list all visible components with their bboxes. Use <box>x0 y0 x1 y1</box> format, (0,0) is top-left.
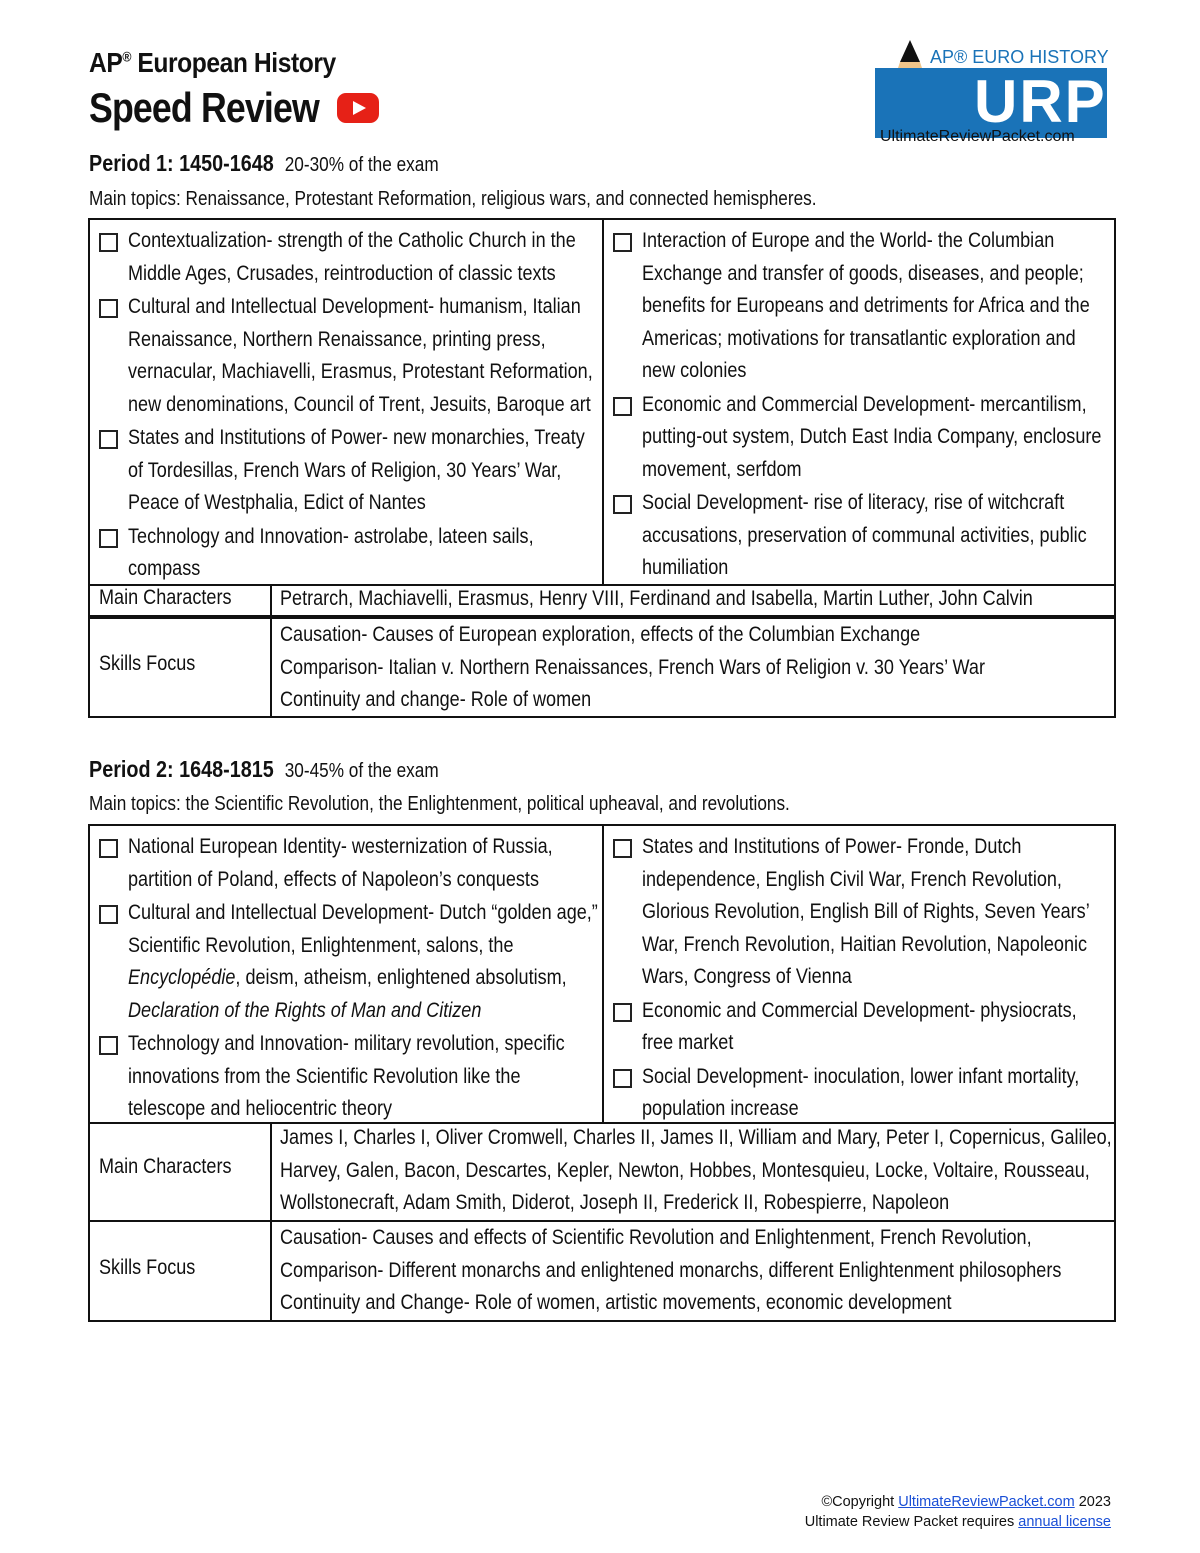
checklist-item-text: Americas; motivations for transatlantic exploration and <box>642 326 1076 350</box>
checklist-item <box>608 225 1114 388</box>
checklist-item-text: Wars, Congress of Vienna <box>642 965 852 988</box>
checkbox-icon[interactable] <box>99 839 118 858</box>
period-2-topics: Main topics: the Scientific Revolution, the Enlightenment, political upheaval, and revolutions. <box>89 793 790 815</box>
checklist-item <box>94 225 602 290</box>
row-text-line: Harvey, Galen, Bacon, Descartes, Kepler, Newton, Hobbes, Montesquieu, Locke, Voltaire, Rousseau, <box>280 1158 1090 1182</box>
checklist-item-text: compass <box>128 557 201 580</box>
checklist-item-text: Cultural and Intellectual Development- humanism, Italian <box>128 295 581 318</box>
checklist-item-text: population increase <box>642 1097 799 1120</box>
checklist-item-text: States and Institutions of Power- Fronde, Dutch <box>642 835 1022 858</box>
logo-letters: URP <box>974 68 1107 135</box>
checklist-item-text: National European Identity- westernization of Russia, <box>128 835 553 858</box>
checklist-item-text: putting-out system, Dutch East India Company, enclosure <box>642 425 1102 448</box>
checkbox-icon[interactable] <box>613 1069 632 1088</box>
period-1-skills-row <box>88 617 1116 718</box>
checklist-item-text: independence, English Civil War, French Revolution, <box>642 867 1062 891</box>
checkbox-icon[interactable] <box>99 1036 118 1055</box>
site-link[interactable]: UltimateReviewPacket.com <box>898 1494 1075 1510</box>
period-2-left-column <box>90 826 604 1122</box>
checklist-item <box>608 487 1114 585</box>
main-characters-label: Main Characters <box>99 1155 232 1178</box>
skills-focus-label: Skills Focus <box>99 652 196 675</box>
period-1-left-column <box>90 220 604 584</box>
logo-site: UltimateReviewPacket.com <box>880 128 1075 145</box>
checklist-item-text: Interaction of Europe and the World- the Columbian <box>642 229 1055 252</box>
course-title: AP® European History <box>89 47 336 78</box>
checklist-item-text: partition of Poland, effects of Napoleon’s conquests <box>128 867 539 891</box>
checklist-item <box>608 831 1114 994</box>
urp-logo <box>870 38 1110 150</box>
checklist-item <box>94 521 602 586</box>
period-1-topic-grid <box>88 218 1116 586</box>
period-2-main-characters-row <box>88 1122 1116 1222</box>
checklist-item-text: movement, serfdom <box>642 457 802 481</box>
checklist-item-text: Cultural and Intellectual Development- Dutch “golden age,” <box>128 901 598 924</box>
checklist-item-text: Economic and Commercial Development- mercantilism, <box>642 392 1087 416</box>
checklist-item-text: Declaration of the Rights of Man and Citizen <box>128 998 482 1022</box>
checklist-item-text: Economic and Commercial Development- physiocrats, <box>642 998 1077 1022</box>
license-link[interactable]: annual license <box>1018 1514 1111 1530</box>
checklist-item-text: benefits for Europeans and detriments for Africa and the <box>642 294 1090 317</box>
page-title: Speed Review <box>89 84 319 131</box>
checkbox-icon[interactable] <box>613 233 632 252</box>
main-characters-label: Main Characters <box>99 586 232 609</box>
checklist-item-text: Social Development- inoculation, lower infant mortality, <box>642 1064 1080 1088</box>
checkbox-icon[interactable] <box>613 1003 632 1022</box>
checklist-item <box>94 897 602 1027</box>
checklist-item <box>94 422 602 520</box>
checklist-item <box>608 389 1114 487</box>
checkbox-icon[interactable] <box>613 495 632 514</box>
checklist-item-text: Technology and Innovation- astrolabe, lateen sails, <box>128 524 534 548</box>
period-2-heading: Period 2: 1648-1815 30-45% of the exam <box>89 756 439 782</box>
period-1-topics: Main topics: Renaissance, Protestant Reformation, religious wars, and connected hemispheres. <box>89 188 817 210</box>
checklist-item-text: telescope and heliocentric theory <box>128 1097 393 1120</box>
period-1-right-column <box>604 220 1114 584</box>
row-text-line: Causation- Causes of European exploration, effects of the Columbian Exchange <box>280 623 921 646</box>
checkbox-icon[interactable] <box>99 299 118 318</box>
row-text-line: Continuity and Change- Role of women, artistic movements, economic development <box>280 1291 952 1314</box>
row-text-line: Petrarch, Machiavelli, Erasmus, Henry VIII, Ferdinand and Isabella, Martin Luther, John Calvin <box>280 587 1033 610</box>
checklist-item-text: humiliation <box>642 556 729 579</box>
checklist-item-text: Middle Ages, Crusades, reintroduction of classic texts <box>128 261 556 285</box>
checklist-item <box>94 831 602 896</box>
checklist-item-text: Encyclopédie, deism, atheism, enlightened absolutism, <box>128 966 567 989</box>
checklist-item-text: Contextualization- strength of the Catholic Church in the <box>128 229 576 252</box>
checklist-item-text: new colonies <box>642 359 747 382</box>
checklist-item-text: accusations, preservation of communal activities, public <box>642 523 1087 547</box>
checkbox-icon[interactable] <box>613 839 632 858</box>
checklist-item-text: Glorious Revolution, English Bill of Rights, Seven Years’ <box>642 900 1090 923</box>
checklist-item-text: Peace of Westphalia, Edict of Nantes <box>128 491 426 514</box>
checklist-item-text: innovations from the Scientific Revolution like the <box>128 1064 521 1088</box>
row-text-line: Wollstonecraft, Adam Smith, Diderot, Joseph II, Frederick II, Robespierre, Napoleon <box>280 1191 950 1214</box>
checkbox-icon[interactable] <box>613 397 632 416</box>
period-2-topic-grid <box>88 824 1116 1124</box>
checklist-item <box>94 291 602 421</box>
checklist-item <box>94 1028 602 1126</box>
checklist-item-text: War, French Revolution, Haitian Revolution, Napoleonic <box>642 932 1088 956</box>
youtube-play-icon[interactable] <box>337 93 379 123</box>
checkbox-icon[interactable] <box>99 529 118 548</box>
checklist-item-text: Scientific Revolution, Enlightenment, salons, the <box>128 933 514 957</box>
checklist-item-text: Exchange and transfer of goods, diseases, and people; <box>642 261 1084 285</box>
period-2-right-column <box>604 826 1114 1122</box>
row-text-line: Causation- Causes and effects of Scientific Revolution and Enlightenment, French Revolution, <box>280 1226 1032 1249</box>
checkbox-icon[interactable] <box>99 430 118 449</box>
checklist-item <box>608 1061 1114 1126</box>
checkbox-icon[interactable] <box>99 233 118 252</box>
period-2-skills-row <box>88 1220 1116 1322</box>
period-1-main-characters-row <box>88 584 1116 617</box>
row-text-line: Comparison- Different monarchs and enlightened monarchs, different Enlightenment philosophers <box>280 1258 1062 1282</box>
row-text-line: Continuity and change- Role of women <box>280 688 592 711</box>
checklist-item-text: Social Development- rise of literacy, rise of witchcraft <box>642 491 1065 514</box>
checklist-item-text: new denominations, Council of Trent, Jesuits, Baroque art <box>128 392 591 416</box>
logo-tagline: AP® EURO HISTORY <box>930 47 1109 67</box>
checklist-item-text: of Tordesillas, French Wars of Religion, 30 Years’ War, <box>128 458 562 482</box>
checklist-item-text: vernacular, Machiavelli, Erasmus, Protestant Reformation, <box>128 360 593 383</box>
checklist-item <box>608 995 1114 1060</box>
period-1-heading: Period 1: 1450-1648 20-30% of the exam <box>89 150 439 176</box>
footer: ©Copyright UltimateReviewPacket.com 2023 Ultimate Review Packet requires annual license <box>804 1494 1111 1530</box>
checkbox-icon[interactable] <box>99 905 118 924</box>
row-text-line: James I, Charles I, Oliver Cromwell, Charles II, James II, William and Mary, Peter I, Copernicus, Galileo, <box>280 1126 1112 1149</box>
checklist-item-text: Renaissance, Northern Renaissance, printing press, <box>128 327 546 351</box>
row-text-line: Comparison- Italian v. Northern Renaissances, French Wars of Religion v. 30 Years’ War <box>280 655 985 679</box>
skills-focus-label: Skills Focus <box>99 1256 196 1279</box>
checklist-item-text: free market <box>642 1031 734 1054</box>
checklist-item-text: States and Institutions of Power- new monarchies, Treaty <box>128 426 585 449</box>
checklist-item-text: Technology and Innovation- military revolution, specific <box>128 1032 565 1055</box>
